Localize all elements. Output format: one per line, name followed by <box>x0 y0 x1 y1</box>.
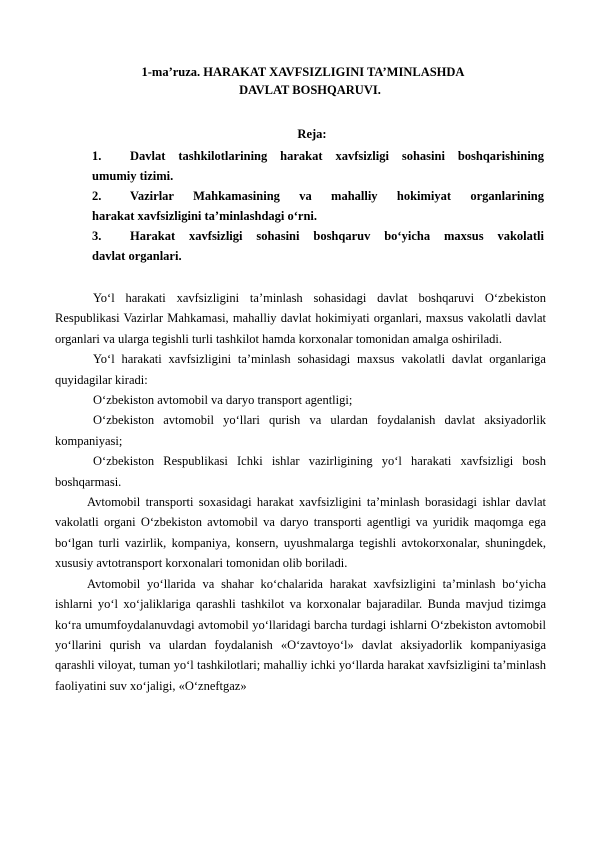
plan-item-text: Davlat tashkilotlarining harakat xavfsizligi sohasini boshqarishining <box>130 149 544 163</box>
body-paragraph-4: O‘zbekiston avtomobil yo‘llari qurish va ulardan foydalanish davlat aksiyadorlik kompaniyasi; <box>55 413 546 448</box>
document-body <box>55 288 546 696</box>
body-paragraph-7: Avtomobil yo‘llarida va shahar ko‘chalarida harakat xavfsizligini ta’minlash bo‘yicha ishlarni yo‘l xo‘jaliklariga qarashli tashkilot va korxonalar bajaradilar. Bunda mavjud tizimga ko‘ra umumfoydalanuvdagi avtomobil yo‘llaridagi barcha turdagi ishlarni O‘zbekiston avtomobil yo‘llarini qurish va ulardan foydalanish «O‘zavtoyo‘l» davlat aksiyadorlik kompaniyasiga qarashli viloyat, tuman yo‘l tashkilotlari; mahalliy ichki yo‘llarda harakat xavfsizligini ta’minlash faoliyatini suv xo‘jaligi, «O‘zneftgaz» <box>55 576 546 693</box>
plan-item-line <box>92 146 544 166</box>
plan-item-2 <box>92 186 544 226</box>
body-paragraph-5: O‘zbekiston Respublikasi Ichki ishlar vazirligining yo‘l harakati xavfsizligi bosh boshqarmasi. <box>55 454 546 489</box>
plan-item-text: Harakat xavfsizligi sohasini boshqaruv bo‘yicha maxsus vakolatli <box>130 229 544 243</box>
plan-item-number: 1. <box>92 149 102 163</box>
plan-item-line <box>92 226 544 246</box>
plan-item-line <box>92 186 544 206</box>
body-paragraph-6: Avtomobil transporti soxasidagi harakat xavfsizligini ta’minlash borasidagi ishlar davlat vakolatli organi O‘zbekiston avtomobil va daryo transporti agentligi va yuridik maqomga ega bo‘lgan turli vazirlik, kompaniya, konsern, uyushmalarga tegishli avtokorxonalar, shuningdek, xususiy avtotransport korxonalari tomonidan olib boriladi. <box>55 495 546 571</box>
plan-item-continuation: davlat organlari. <box>92 249 182 263</box>
plan-item-3 <box>92 226 544 266</box>
body-paragraph-3: O‘zbekiston avtomobil va daryo transport agentligi; <box>93 393 353 408</box>
plan-item-number: 3. <box>92 229 102 243</box>
plan-item-text: Vazirlar Mahkamasining va mahalliy hokimiyat organlarining <box>130 189 544 203</box>
body-paragraph-2: Yo‘l harakati xavfsizligini ta’minlash sohasidagi maxsus vakolatli davlat organlariga quyidagilar kiradi: <box>55 352 546 387</box>
plan-item-1 <box>92 146 544 186</box>
plan-heading: Reja: <box>297 127 327 141</box>
document-title-line2: DAVLAT BOSHQARUVI. <box>239 83 381 97</box>
plan-item-number: 2. <box>92 189 102 203</box>
plan-item-continuation: harakat xavfsizligini ta’minlashdagi o‘rni. <box>92 209 318 223</box>
plan-item-continuation: umumiy tizimi. <box>92 169 174 183</box>
document-title-line1: 1-ma’ruza. HARAKAT XAVFSIZLIGINI TA’MINLASHDA <box>141 65 465 79</box>
body-paragraph-1: Yo‘l harakati xavfsizligini ta’minlash sohasidagi davlat boshqaruvi O‘zbekiston Respublikasi Vazirlar Mahkamasi, mahalliy davlat hokimiyati organlari, maxsus vakolatli davlat organlari va ularga tegishli turli tashkilot hamda korxonalar tomonidan amalga oshiriladi. <box>55 291 546 346</box>
